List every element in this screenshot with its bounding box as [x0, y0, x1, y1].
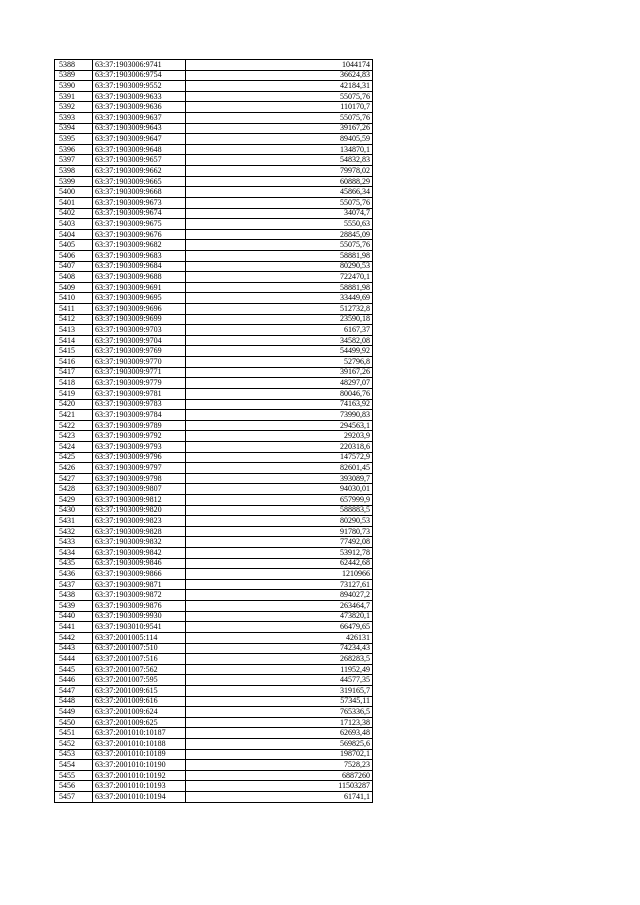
row-number-cell: 5436 — [55, 569, 93, 580]
table-row — [55, 155, 373, 166]
value-cell: 23590,18 — [186, 314, 373, 325]
table-row — [55, 325, 373, 336]
value-cell: 473820,1 — [186, 611, 373, 622]
cadastral-number-cell: 63:37:1903009:9657 — [93, 155, 186, 166]
value-cell: 61741,1 — [186, 792, 373, 803]
cadastral-number-cell: 63:37:1903009:9796 — [93, 452, 186, 463]
row-number-cell: 5389 — [55, 70, 93, 81]
cadastral-number-cell: 63:37:1903009:9769 — [93, 346, 186, 357]
value-cell: 11952,49 — [186, 664, 373, 675]
row-number-cell: 5432 — [55, 526, 93, 537]
cadastral-number-cell: 63:37:1903009:9820 — [93, 505, 186, 516]
value-cell: 77492,08 — [186, 537, 373, 548]
cadastral-number-cell: 63:37:1903009:9781 — [93, 388, 186, 399]
row-number-cell: 5388 — [55, 60, 93, 71]
table-row — [55, 431, 373, 442]
cadastral-number-cell: 63:37:1903009:9704 — [93, 335, 186, 346]
row-number-cell: 5452 — [55, 739, 93, 750]
table-row — [55, 441, 373, 452]
value-cell: 42184,31 — [186, 81, 373, 92]
value-cell: 57345,11 — [186, 696, 373, 707]
row-number-cell: 5391 — [55, 91, 93, 102]
row-number-cell: 5431 — [55, 516, 93, 527]
cadastral-number-cell: 63:37:1903009:9784 — [93, 410, 186, 421]
data-table — [54, 59, 373, 803]
cadastral-number-cell: 63:37:1903009:9662 — [93, 166, 186, 177]
cadastral-number-cell: 63:37:2001010:10188 — [93, 739, 186, 750]
value-cell: 110170,7 — [186, 102, 373, 113]
cadastral-number-cell: 63:37:2001009:625 — [93, 717, 186, 728]
table-row — [55, 187, 373, 198]
value-cell: 6887260 — [186, 770, 373, 781]
cadastral-number-cell: 63:37:1903009:9684 — [93, 261, 186, 272]
row-number-cell: 5443 — [55, 643, 93, 654]
cadastral-number-cell: 63:37:1903009:9648 — [93, 144, 186, 155]
value-cell: 33449,69 — [186, 293, 373, 304]
row-number-cell: 5423 — [55, 431, 93, 442]
value-cell: 89405,59 — [186, 134, 373, 145]
row-number-cell: 5411 — [55, 304, 93, 315]
table-row — [55, 420, 373, 431]
row-number-cell: 5435 — [55, 558, 93, 569]
cadastral-number-cell: 63:37:1903009:9682 — [93, 240, 186, 251]
cadastral-number-cell: 63:37:1903009:9823 — [93, 516, 186, 527]
cadastral-number-cell: 63:37:1903009:9673 — [93, 197, 186, 208]
table-row — [55, 632, 373, 643]
value-cell: 894027,2 — [186, 590, 373, 601]
cadastral-number-cell: 63:37:1903009:9636 — [93, 102, 186, 113]
table-row — [55, 579, 373, 590]
row-number-cell: 5441 — [55, 622, 93, 633]
row-number-cell: 5451 — [55, 728, 93, 739]
value-cell: 1210966 — [186, 569, 373, 580]
cadastral-number-cell: 63:37:2001009:616 — [93, 696, 186, 707]
value-cell: 17123,38 — [186, 717, 373, 728]
cadastral-number-cell: 63:37:1903009:9699 — [93, 314, 186, 325]
row-number-cell: 5416 — [55, 357, 93, 368]
value-cell: 268283,5 — [186, 654, 373, 665]
table-row — [55, 176, 373, 187]
row-number-cell: 5396 — [55, 144, 93, 155]
row-number-cell: 5408 — [55, 272, 93, 283]
table-row — [55, 102, 373, 113]
value-cell: 39167,26 — [186, 123, 373, 134]
value-cell: 55075,76 — [186, 91, 373, 102]
row-number-cell: 5453 — [55, 749, 93, 760]
cadastral-number-cell: 63:37:1903009:9637 — [93, 113, 186, 124]
row-number-cell: 5447 — [55, 685, 93, 696]
row-number-cell: 5430 — [55, 505, 93, 516]
row-number-cell: 5403 — [55, 219, 93, 230]
table-row — [55, 739, 373, 750]
row-number-cell: 5392 — [55, 102, 93, 113]
table-row — [55, 590, 373, 601]
value-cell: 58881,98 — [186, 282, 373, 293]
row-number-cell: 5450 — [55, 717, 93, 728]
row-number-cell: 5457 — [55, 792, 93, 803]
cadastral-number-cell: 63:37:2001009:615 — [93, 685, 186, 696]
value-cell: 48297,07 — [186, 378, 373, 389]
row-number-cell: 5427 — [55, 473, 93, 484]
cadastral-number-cell: 63:37:2001009:624 — [93, 707, 186, 718]
table-row — [55, 346, 373, 357]
cadastral-number-cell: 63:37:1903009:9688 — [93, 272, 186, 283]
row-number-cell: 5419 — [55, 388, 93, 399]
cadastral-number-cell: 63:37:1903009:9771 — [93, 367, 186, 378]
table-row — [55, 272, 373, 283]
table-row — [55, 197, 373, 208]
row-number-cell: 5422 — [55, 420, 93, 431]
table-row — [55, 123, 373, 134]
cadastral-number-cell: 63:37:1903009:9812 — [93, 494, 186, 505]
table-row — [55, 707, 373, 718]
value-cell: 82601,45 — [186, 463, 373, 474]
table-row — [55, 484, 373, 495]
value-cell: 74234,43 — [186, 643, 373, 654]
cadastral-number-cell: 63:37:1903009:9871 — [93, 579, 186, 590]
table-row — [55, 601, 373, 612]
table-row — [55, 282, 373, 293]
cadastral-number-cell: 63:37:1903009:9872 — [93, 590, 186, 601]
value-cell: 73990,83 — [186, 410, 373, 421]
value-cell: 53912,78 — [186, 548, 373, 559]
table-row — [55, 643, 373, 654]
value-cell: 62442,68 — [186, 558, 373, 569]
row-number-cell: 5437 — [55, 579, 93, 590]
value-cell: 74163,92 — [186, 399, 373, 410]
cadastral-number-cell: 63:37:1903009:9665 — [93, 176, 186, 187]
cadastral-number-cell: 63:37:2001010:10194 — [93, 792, 186, 803]
table-row — [55, 558, 373, 569]
value-cell: 294563,1 — [186, 420, 373, 431]
value-cell: 198702,1 — [186, 749, 373, 760]
table-row — [55, 792, 373, 803]
row-number-cell: 5442 — [55, 632, 93, 643]
row-number-cell: 5446 — [55, 675, 93, 686]
table-row — [55, 367, 373, 378]
value-cell: 94030,01 — [186, 484, 373, 495]
value-cell: 657999,9 — [186, 494, 373, 505]
table-row — [55, 505, 373, 516]
value-cell: 66479,65 — [186, 622, 373, 633]
cadastral-number-cell: 63:37:1903009:9797 — [93, 463, 186, 474]
row-number-cell: 5433 — [55, 537, 93, 548]
table-row — [55, 569, 373, 580]
row-number-cell: 5402 — [55, 208, 93, 219]
value-cell: 588883,5 — [186, 505, 373, 516]
row-number-cell: 5428 — [55, 484, 93, 495]
value-cell: 54499,92 — [186, 346, 373, 357]
value-cell: 5550,63 — [186, 219, 373, 230]
cadastral-number-cell: 63:37:1903009:9770 — [93, 357, 186, 368]
value-cell: 29203,9 — [186, 431, 373, 442]
cadastral-number-cell: 63:37:1903009:9798 — [93, 473, 186, 484]
cadastral-number-cell: 63:37:1903009:9674 — [93, 208, 186, 219]
value-cell: 73127,61 — [186, 579, 373, 590]
table-row — [55, 526, 373, 537]
row-number-cell: 5390 — [55, 81, 93, 92]
row-number-cell: 5404 — [55, 229, 93, 240]
cadastral-number-cell: 63:37:1903009:9696 — [93, 304, 186, 315]
value-cell: 55075,76 — [186, 113, 373, 124]
value-cell: 28845,09 — [186, 229, 373, 240]
cadastral-number-cell: 63:37:1903009:9876 — [93, 601, 186, 612]
cadastral-number-cell: 63:37:2001007:595 — [93, 675, 186, 686]
table-row — [55, 654, 373, 665]
table-row — [55, 134, 373, 145]
value-cell: 58881,98 — [186, 250, 373, 261]
value-cell: 45866,34 — [186, 187, 373, 198]
value-cell: 62693,48 — [186, 728, 373, 739]
cadastral-number-cell: 63:37:1903009:9643 — [93, 123, 186, 134]
value-cell: 426131 — [186, 632, 373, 643]
value-cell: 34582,08 — [186, 335, 373, 346]
cadastral-number-cell: 63:37:1903009:9807 — [93, 484, 186, 495]
table-row — [55, 388, 373, 399]
cadastral-number-cell: 63:37:1903009:9779 — [93, 378, 186, 389]
cadastral-number-cell: 63:37:1903009:9930 — [93, 611, 186, 622]
value-cell: 36624,83 — [186, 70, 373, 81]
row-number-cell: 5394 — [55, 123, 93, 134]
table-row — [55, 410, 373, 421]
cadastral-number-cell: 63:37:1903009:9866 — [93, 569, 186, 580]
value-cell: 393089,7 — [186, 473, 373, 484]
row-number-cell: 5448 — [55, 696, 93, 707]
value-cell: 319165,7 — [186, 685, 373, 696]
cadastral-number-cell: 63:37:2001010:10193 — [93, 781, 186, 792]
value-cell: 1044174 — [186, 60, 373, 71]
value-cell: 79978,02 — [186, 166, 373, 177]
row-number-cell: 5417 — [55, 367, 93, 378]
row-number-cell: 5439 — [55, 601, 93, 612]
cadastral-number-cell: 63:37:2001007:562 — [93, 664, 186, 675]
table-row — [55, 208, 373, 219]
row-number-cell: 5418 — [55, 378, 93, 389]
table-row — [55, 473, 373, 484]
cadastral-number-cell: 63:37:1903010:9541 — [93, 622, 186, 633]
cadastral-number-cell: 63:37:2001007:516 — [93, 654, 186, 665]
cadastral-number-cell: 63:37:1903009:9783 — [93, 399, 186, 410]
table-row — [55, 728, 373, 739]
cadastral-number-cell: 63:37:2001010:10187 — [93, 728, 186, 739]
table-row — [55, 144, 373, 155]
row-number-cell: 5413 — [55, 325, 93, 336]
table-row — [55, 304, 373, 315]
table-body — [55, 60, 373, 803]
table-row — [55, 229, 373, 240]
cadastral-number-cell: 63:37:1903009:9793 — [93, 441, 186, 452]
table-row — [55, 463, 373, 474]
value-cell: 54832,83 — [186, 155, 373, 166]
table-row — [55, 781, 373, 792]
row-number-cell: 5434 — [55, 548, 93, 559]
value-cell: 134870,1 — [186, 144, 373, 155]
row-number-cell: 5420 — [55, 399, 93, 410]
value-cell: 39167,26 — [186, 367, 373, 378]
row-number-cell: 5409 — [55, 282, 93, 293]
table-row — [55, 696, 373, 707]
table-row — [55, 516, 373, 527]
cadastral-number-cell: 63:37:2001005:114 — [93, 632, 186, 643]
table-row — [55, 113, 373, 124]
table-row — [55, 452, 373, 463]
cadastral-number-cell: 63:37:1903009:9552 — [93, 81, 186, 92]
row-number-cell: 5407 — [55, 261, 93, 272]
value-cell: 80046,76 — [186, 388, 373, 399]
table-row — [55, 537, 373, 548]
table-row — [55, 378, 373, 389]
row-number-cell: 5414 — [55, 335, 93, 346]
row-number-cell: 5415 — [55, 346, 93, 357]
table-row — [55, 60, 373, 71]
table-row — [55, 399, 373, 410]
cadastral-number-cell: 63:37:1903009:9683 — [93, 250, 186, 261]
row-number-cell: 5454 — [55, 760, 93, 771]
table-row — [55, 357, 373, 368]
table-row — [55, 760, 373, 771]
table-row — [55, 494, 373, 505]
row-number-cell: 5400 — [55, 187, 93, 198]
table-row — [55, 717, 373, 728]
row-number-cell: 5456 — [55, 781, 93, 792]
table-row — [55, 749, 373, 760]
value-cell: 722470,1 — [186, 272, 373, 283]
cadastral-number-cell: 63:37:1903009:9668 — [93, 187, 186, 198]
table-row — [55, 240, 373, 251]
table-row — [55, 548, 373, 559]
value-cell: 91780,73 — [186, 526, 373, 537]
cadastral-number-cell: 63:37:1903009:9695 — [93, 293, 186, 304]
row-number-cell: 5445 — [55, 664, 93, 675]
table-row — [55, 335, 373, 346]
row-number-cell: 5429 — [55, 494, 93, 505]
cadastral-number-cell: 63:37:1903009:9846 — [93, 558, 186, 569]
row-number-cell: 5399 — [55, 176, 93, 187]
row-number-cell: 5438 — [55, 590, 93, 601]
cadastral-number-cell: 63:37:1903009:9789 — [93, 420, 186, 431]
value-cell: 263464,7 — [186, 601, 373, 612]
cadastral-number-cell: 63:37:1903009:9828 — [93, 526, 186, 537]
value-cell: 147572,9 — [186, 452, 373, 463]
table-row — [55, 91, 373, 102]
row-number-cell: 5398 — [55, 166, 93, 177]
row-number-cell: 5401 — [55, 197, 93, 208]
table-row — [55, 261, 373, 272]
row-number-cell: 5393 — [55, 113, 93, 124]
row-number-cell: 5426 — [55, 463, 93, 474]
value-cell: 6167,37 — [186, 325, 373, 336]
value-cell: 55075,76 — [186, 240, 373, 251]
cadastral-number-cell: 63:37:1903009:9832 — [93, 537, 186, 548]
row-number-cell: 5421 — [55, 410, 93, 421]
table-row — [55, 622, 373, 633]
table-row — [55, 166, 373, 177]
row-number-cell: 5397 — [55, 155, 93, 166]
cadastral-number-cell: 63:37:2001007:510 — [93, 643, 186, 654]
row-number-cell: 5424 — [55, 441, 93, 452]
cadastral-number-cell: 63:37:1903009:9676 — [93, 229, 186, 240]
cadastral-number-cell: 63:37:1903009:9647 — [93, 134, 186, 145]
row-number-cell: 5412 — [55, 314, 93, 325]
row-number-cell: 5405 — [55, 240, 93, 251]
table-row — [55, 685, 373, 696]
value-cell: 34074,7 — [186, 208, 373, 219]
value-cell: 220318,6 — [186, 441, 373, 452]
cadastral-number-cell: 63:37:2001010:10192 — [93, 770, 186, 781]
cadastral-number-cell: 63:37:1903009:9703 — [93, 325, 186, 336]
row-number-cell: 5444 — [55, 654, 93, 665]
table-row — [55, 675, 373, 686]
table-row — [55, 293, 373, 304]
value-cell: 55075,76 — [186, 197, 373, 208]
row-number-cell: 5440 — [55, 611, 93, 622]
table-row — [55, 219, 373, 230]
value-cell: 80290,53 — [186, 261, 373, 272]
row-number-cell: 5395 — [55, 134, 93, 145]
value-cell: 765336,5 — [186, 707, 373, 718]
table-row — [55, 81, 373, 92]
value-cell: 60888,29 — [186, 176, 373, 187]
row-number-cell: 5410 — [55, 293, 93, 304]
value-cell: 11503287 — [186, 781, 373, 792]
table-row — [55, 314, 373, 325]
table-row — [55, 770, 373, 781]
table-row — [55, 250, 373, 261]
value-cell: 569825,6 — [186, 739, 373, 750]
row-number-cell: 5425 — [55, 452, 93, 463]
cadastral-number-cell: 63:37:1903006:9741 — [93, 60, 186, 71]
row-number-cell: 5406 — [55, 250, 93, 261]
row-number-cell: 5449 — [55, 707, 93, 718]
table-row — [55, 611, 373, 622]
cadastral-number-cell: 63:37:1903009:9691 — [93, 282, 186, 293]
cadastral-number-cell: 63:37:2001010:10190 — [93, 760, 186, 771]
cadastral-number-cell: 63:37:1903009:9842 — [93, 548, 186, 559]
value-cell: 44577,35 — [186, 675, 373, 686]
row-number-cell: 5455 — [55, 770, 93, 781]
cadastral-number-cell: 63:37:1903009:9792 — [93, 431, 186, 442]
value-cell: 80290,53 — [186, 516, 373, 527]
value-cell: 52796,8 — [186, 357, 373, 368]
table-row — [55, 664, 373, 675]
cadastral-number-cell: 63:37:1903006:9754 — [93, 70, 186, 81]
cadastral-number-cell: 63:37:1903009:9633 — [93, 91, 186, 102]
cadastral-number-cell: 63:37:1903009:9675 — [93, 219, 186, 230]
cadastral-number-cell: 63:37:2001010:10189 — [93, 749, 186, 760]
value-cell: 7528,23 — [186, 760, 373, 771]
value-cell: 512732,8 — [186, 304, 373, 315]
table-row — [55, 70, 373, 81]
